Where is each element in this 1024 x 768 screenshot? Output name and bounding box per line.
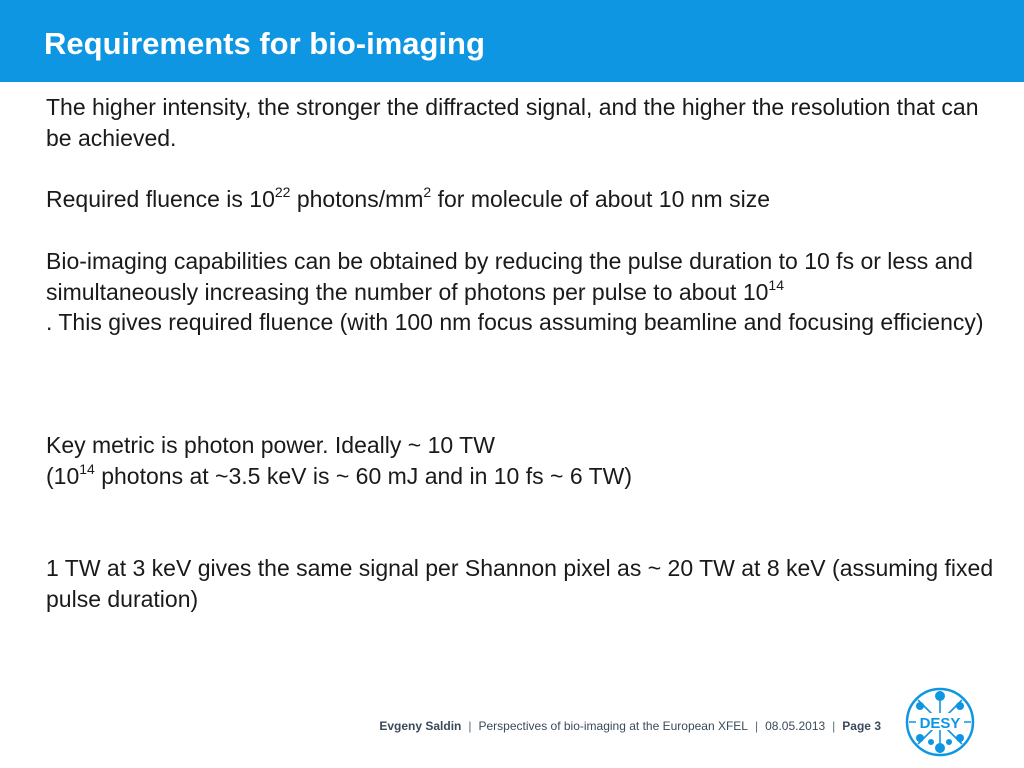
paragraph-shannon: 1 TW at 3 keV gives the same signal per Shannon pixel as ~ 20 TW at 8 keV (assuming fixed pulse duration) bbox=[46, 555, 994, 612]
photons-exponent: 14 bbox=[768, 276, 784, 293]
fluence-text-a: Required fluence is 10 bbox=[46, 186, 275, 212]
logo-text: DESY bbox=[919, 715, 961, 732]
paragraph-key-metric bbox=[46, 430, 996, 491]
paragraph-capabilities bbox=[46, 246, 996, 338]
key-metric-exponent: 14 bbox=[79, 460, 95, 477]
capabilities-text-b: . This gives required fluence (with 100 nm focus assuming beamline and focusing efficiency) bbox=[46, 309, 984, 335]
slide-title: Requirements for bio-imaging bbox=[44, 26, 485, 61]
fluence-text-b: photons/mm bbox=[290, 186, 424, 212]
paragraph-fluence bbox=[46, 184, 996, 215]
paragraph-intensity: The higher intensity, the stronger the diffracted signal, and the higher the resolution that can be achieved. bbox=[46, 94, 979, 151]
desy-logo-icon bbox=[904, 686, 976, 758]
footer-date: 08.05.2013 bbox=[765, 719, 826, 733]
key-metric-text-b: photons at ~3.5 keV is ~ 60 mJ and in 10 fs ~ 6 TW) bbox=[94, 462, 633, 489]
title-bar bbox=[0, 0, 1024, 82]
footer-separator: | bbox=[754, 719, 759, 733]
footer-separator: | bbox=[832, 719, 836, 733]
footer-separator: | bbox=[468, 719, 472, 733]
footer bbox=[379, 719, 881, 733]
area-exponent: 2 bbox=[423, 184, 432, 201]
footer-page-number: Page 3 bbox=[842, 719, 881, 733]
footer-author: Evgeny Saldin bbox=[379, 719, 462, 733]
key-metric-line: Key metric is photon power. Ideally ~ 10 TW bbox=[46, 432, 495, 458]
capabilities-text-a: Bio-imaging capabilities can be obtained by reducing the pulse duration to 10 fs or less and simultaneously increasing the number of photons per pulse to about 10 bbox=[46, 248, 973, 305]
key-metric-text-a: (10 bbox=[46, 462, 80, 489]
fluence-exponent: 22 bbox=[274, 184, 291, 201]
footer-talk-title: Perspectives of bio-imaging at the European XFEL bbox=[478, 719, 748, 733]
fluence-text-c: for molecule of about 10 nm size bbox=[431, 186, 770, 212]
